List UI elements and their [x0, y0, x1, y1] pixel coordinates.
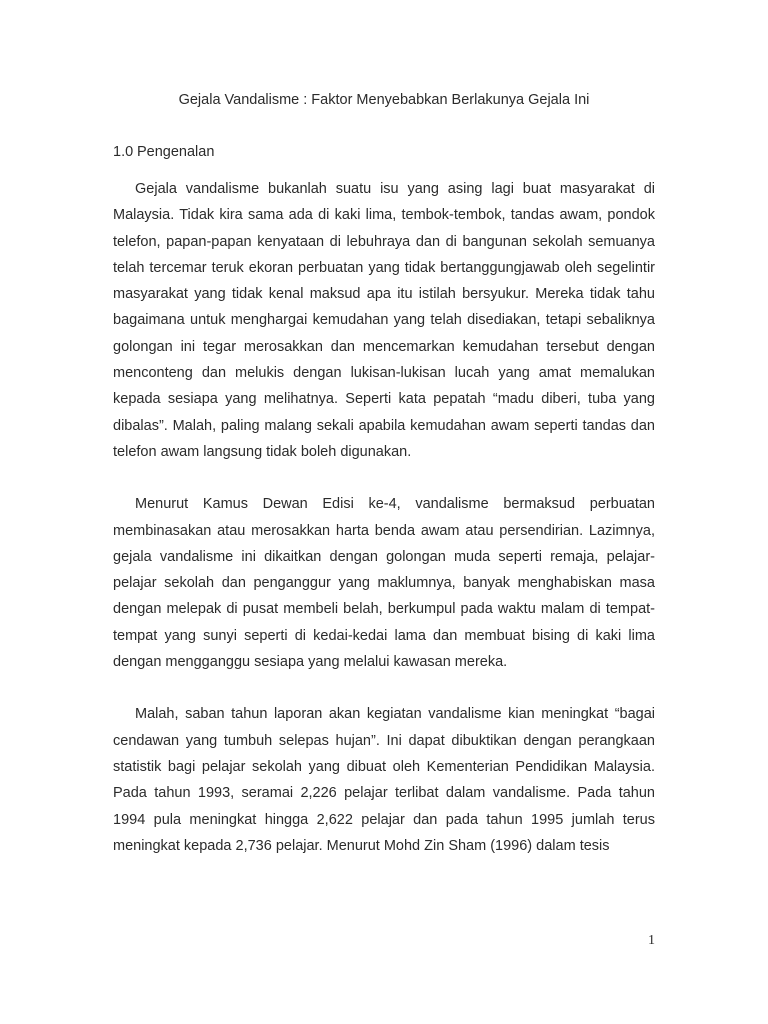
section-number: 1.0 — [113, 144, 134, 160]
page-number: 1 — [648, 933, 655, 948]
paragraph-statistics: Malah, saban tahun laporan akan kegiatan vandalisme kian meningkat “bagai cendawan yang tumbuh selepas hujan”. Ini dapat dibuktikan dengan perangkaan statistik bagi pelajar sekolah yang dibuat oleh Kementerian Pendidikan Malaysia. Pada tahun 1993, seramai 2,226 pelajar terlibat dalam vandalisme. Pada tahun 1994 pula meningkat hingga 2,622 pelajar dan pada tahun 1995 jumlah terus meningkat kepada 2,736 pelajar. Menurut Mohd Zin Sham (1996) dalam tesis — [113, 706, 655, 854]
section-heading — [113, 142, 214, 162]
paragraph-definition: Menurut Kamus Dewan Edisi ke-4, vandalisme bermaksud perbuatan membinasakan atau merosakkan harta benda awam atau persendirian. Lazimnya, gejala vandalisme ini dikaitkan dengan golongan muda seperti remaja, pelajar-pelajar sekolah dan penganggur yang maklumnya, banyak menghabiskan masa dengan melepak di pusat membeli belah, berkumpul pada waktu malam di tempat-tempat yang sunyi seperti di kedai-kedai lama dan membuat bising di kaki lima dengan mengganggu sesiapa yang melalui kawasan mereka. — [113, 496, 655, 671]
section-heading-text: Pengenalan — [137, 144, 215, 160]
document-body — [113, 176, 655, 859]
document-title: Gejala Vandalisme : Faktor Menyebabkan Berlakunya Gejala Ini — [178, 92, 590, 108]
paragraph-intro: Gejala vandalisme bukanlah suatu isu yang asing lagi buat masyarakat di Malaysia. Tidak kira sama ada di kaki lima, tembok-tembok, tandas awam, pondok telefon, papan-papan kenyataan di lebuhraya dan di bangunan sekolah semuanya telah tercemar teruk ekoran perbuatan yang tidak bertanggungjawab oleh segelintir masyarakat yang tidak kenal maksud apa itu istilah bersyukur. Mereka tidak tahu bagaimana untuk menghargai kemudahan yang telah disediakan, tetapi sebaliknya golongan ini tegar merosakkan dan mencemarkan kemudahan tersebut dengan menconteng dan melukis dengan lukisan-lukisan lucah yang amat memalukan kepada sesiapa yang melihatnya. Seperti kata pepatah “madu diberi, tuba yang dibalas”. Malah, paling malang sekali apabila kemudahan awam seperti tandas dan telefon awam langsung tidak boleh digunakan. — [113, 181, 655, 460]
